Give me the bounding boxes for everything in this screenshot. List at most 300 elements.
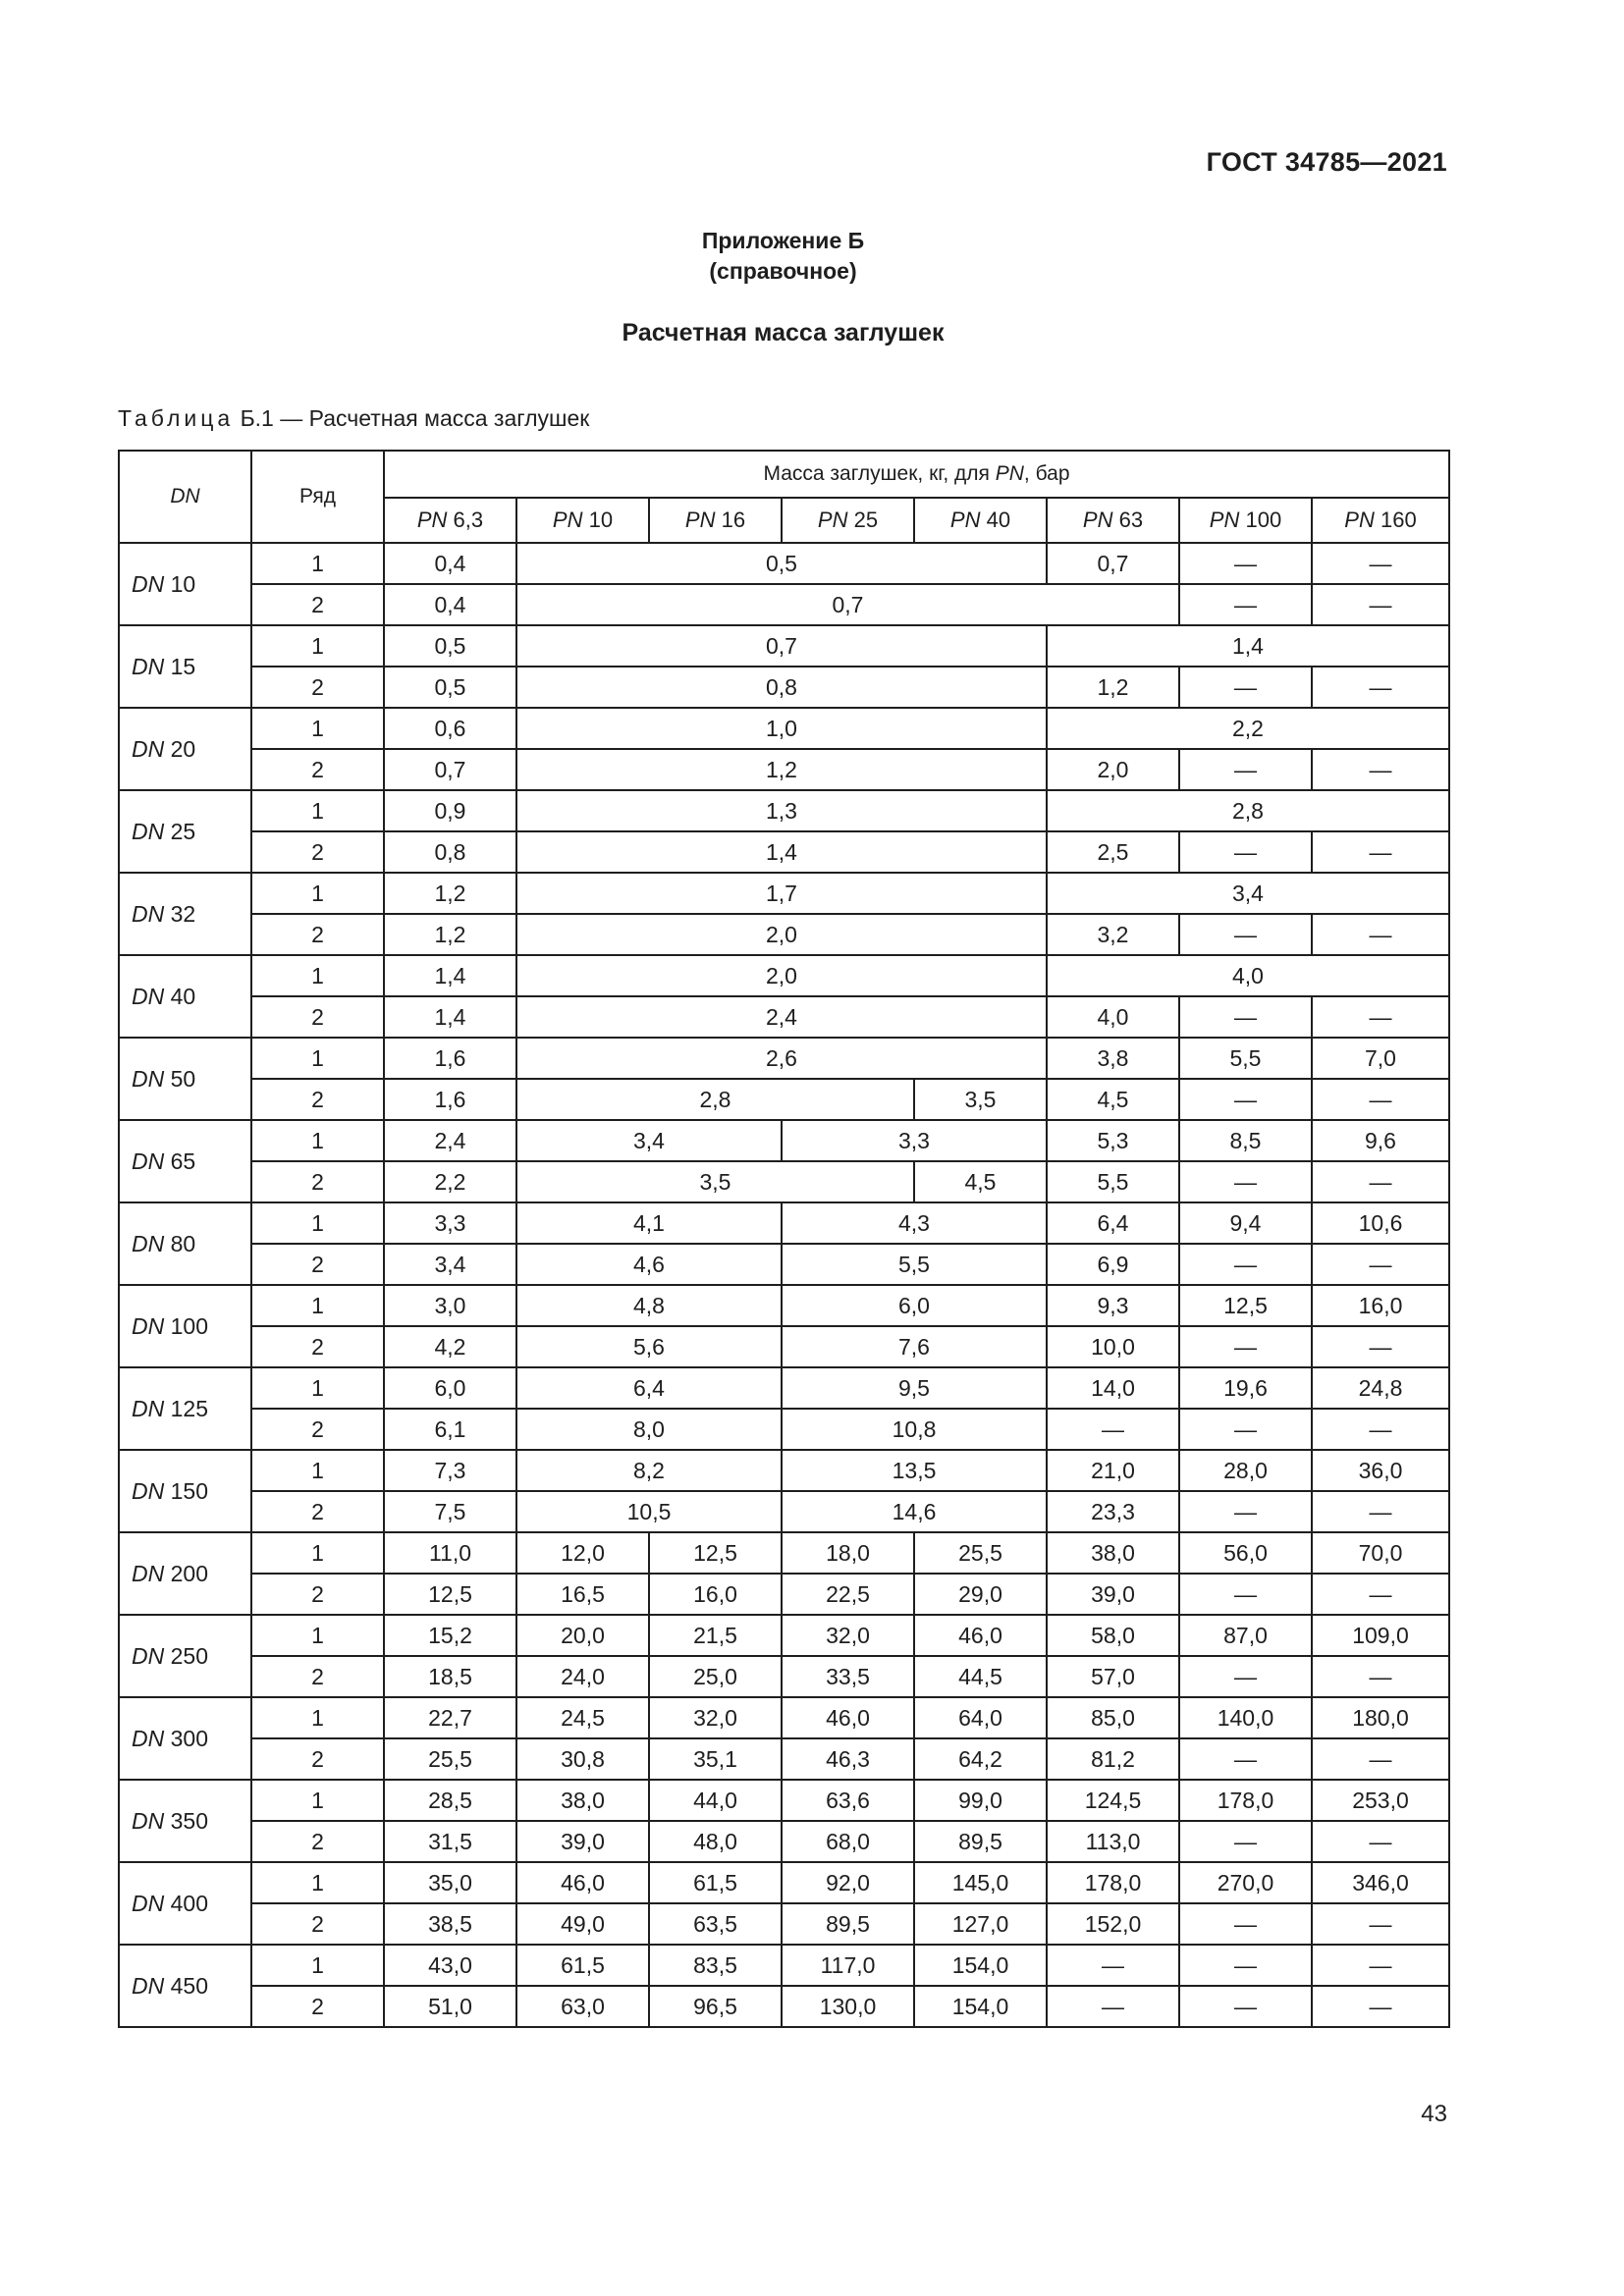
row-number-cell: 1	[251, 1780, 384, 1821]
table-row	[119, 1450, 1449, 1491]
dn-cell	[119, 1038, 251, 1120]
mass-cell: 13,5	[782, 1450, 1047, 1491]
mass-cell: 85,0	[1047, 1697, 1179, 1738]
table-row	[119, 625, 1449, 667]
header-pn-1	[516, 498, 649, 543]
header-mass-prefix: Масса заглушек, кг, для	[763, 462, 996, 485]
mass-cell: 38,5	[384, 1903, 516, 1945]
row-number-cell: 2	[251, 1903, 384, 1945]
header-mass-pn: PN	[995, 462, 1024, 485]
mass-cell: 83,5	[649, 1945, 782, 1986]
table-row	[119, 1780, 1449, 1821]
table-row	[119, 1945, 1449, 1986]
pn-value: 6,3	[453, 507, 484, 532]
row-number-cell: 1	[251, 708, 384, 749]
pn-value: 10	[588, 507, 614, 532]
mass-cell: 124,5	[1047, 1780, 1179, 1821]
mass-cell: 1,0	[516, 708, 1047, 749]
row-number-cell: 2	[251, 1574, 384, 1615]
pn-value: 63	[1118, 507, 1144, 532]
row-number-cell: 1	[251, 543, 384, 584]
mass-cell: —	[1047, 1986, 1179, 2027]
mass-cell: 1,2	[384, 873, 516, 914]
mass-cell: 4,5	[914, 1161, 1047, 1202]
table-row	[119, 1656, 1449, 1697]
dn-value: 32	[170, 900, 196, 927]
dn-value: 65	[170, 1148, 196, 1174]
dn-label: DN	[132, 983, 165, 1009]
row-number-cell: 1	[251, 1038, 384, 1079]
header-pn-3	[782, 498, 914, 543]
mass-cell: 270,0	[1179, 1862, 1312, 1903]
row-number-cell: 1	[251, 1945, 384, 1986]
mass-cell: 29,0	[914, 1574, 1047, 1615]
row-number-cell: 2	[251, 1326, 384, 1367]
mass-cell: 2,4	[516, 996, 1047, 1038]
dn-value: 40	[170, 983, 196, 1009]
table-row	[119, 1202, 1449, 1244]
mass-cell: 109,0	[1312, 1615, 1449, 1656]
dn-value: 200	[170, 1560, 208, 1586]
dn-label: DN	[132, 1477, 165, 1504]
mass-cell: 56,0	[1179, 1532, 1312, 1574]
table-row	[119, 1079, 1449, 1120]
row-number-cell: 1	[251, 1615, 384, 1656]
mass-cell: 35,1	[649, 1738, 782, 1780]
appendix-title	[0, 226, 1566, 287]
row-number-cell: 2	[251, 1491, 384, 1532]
mass-cell: 5,5	[1047, 1161, 1179, 1202]
mass-cell: 9,3	[1047, 1285, 1179, 1326]
mass-cell: —	[1179, 1161, 1312, 1202]
mass-cell: 8,2	[516, 1450, 782, 1491]
dn-label: DN	[132, 1642, 165, 1669]
mass-cell: 3,5	[516, 1161, 914, 1202]
mass-cell: 2,5	[1047, 831, 1179, 873]
header-pn-2	[649, 498, 782, 543]
mass-cell: —	[1179, 1574, 1312, 1615]
mass-cell: 58,0	[1047, 1615, 1179, 1656]
row-number-cell: 1	[251, 873, 384, 914]
row-number-cell: 2	[251, 749, 384, 790]
row-number-cell: 2	[251, 1079, 384, 1120]
mass-cell: 2,4	[384, 1120, 516, 1161]
mass-cell: 3,8	[1047, 1038, 1179, 1079]
row-number-cell: 2	[251, 1244, 384, 1285]
table-row	[119, 1615, 1449, 1656]
mass-cell: 0,7	[516, 584, 1179, 625]
header-pn-6	[1179, 498, 1312, 543]
dn-cell	[119, 1367, 251, 1450]
mass-cell: 33,5	[782, 1656, 914, 1697]
mass-cell: 5,5	[1179, 1038, 1312, 1079]
table-row	[119, 749, 1449, 790]
mass-cell: 6,9	[1047, 1244, 1179, 1285]
dn-cell	[119, 1120, 251, 1202]
pn-label: PN	[684, 507, 716, 532]
mass-cell: 35,0	[384, 1862, 516, 1903]
mass-cell: 117,0	[782, 1945, 914, 1986]
mass-cell: 0,5	[384, 625, 516, 667]
mass-cell: 15,2	[384, 1615, 516, 1656]
dn-value: 10	[170, 570, 196, 597]
mass-cell: 16,5	[516, 1574, 649, 1615]
table-body	[119, 543, 1449, 2027]
row-number-cell: 1	[251, 1532, 384, 1574]
mass-cell: 32,0	[649, 1697, 782, 1738]
mass-cell: 3,3	[384, 1202, 516, 1244]
mass-cell: —	[1179, 1738, 1312, 1780]
mass-cell: 113,0	[1047, 1821, 1179, 1862]
row-number-cell: 1	[251, 1202, 384, 1244]
appendix-label: Приложение Б	[701, 228, 865, 253]
pn-label: PN	[1209, 507, 1240, 532]
pn-value: 25	[853, 507, 879, 532]
mass-cell: 6,1	[384, 1409, 516, 1450]
dn-cell	[119, 955, 251, 1038]
dn-cell	[119, 625, 251, 708]
dn-label: DN	[132, 1065, 165, 1092]
mass-cell: —	[1312, 1738, 1449, 1780]
mass-cell: 1,4	[384, 996, 516, 1038]
pn-value: 16	[721, 507, 746, 532]
row-number-cell: 2	[251, 914, 384, 955]
dn-cell	[119, 1532, 251, 1615]
mass-cell: 1,4	[384, 955, 516, 996]
appendix-type: (справочное)	[709, 258, 857, 284]
mass-cell: 28,0	[1179, 1450, 1312, 1491]
table-row	[119, 790, 1449, 831]
document-code: ГОСТ 34785—2021	[1206, 147, 1447, 177]
mass-cell: 61,5	[516, 1945, 649, 1986]
mass-cell: 38,0	[1047, 1532, 1179, 1574]
mass-cell: 154,0	[914, 1945, 1047, 1986]
mass-cell: 3,0	[384, 1285, 516, 1326]
header-pn-0	[384, 498, 516, 543]
row-number-cell: 2	[251, 1656, 384, 1697]
mass-cell: —	[1179, 667, 1312, 708]
mass-cell: 20,0	[516, 1615, 649, 1656]
mass-cell: —	[1179, 584, 1312, 625]
dn-value: 50	[170, 1065, 196, 1092]
dn-value: 125	[170, 1395, 208, 1421]
mass-cell: 30,8	[516, 1738, 649, 1780]
mass-cell: 9,4	[1179, 1202, 1312, 1244]
table-row	[119, 543, 1449, 584]
pn-label: PN	[552, 507, 583, 532]
mass-cell: 10,0	[1047, 1326, 1179, 1367]
mass-cell: 9,5	[782, 1367, 1047, 1409]
row-number-cell: 1	[251, 1450, 384, 1491]
table-row	[119, 1367, 1449, 1409]
row-number-cell: 2	[251, 996, 384, 1038]
mass-cell: 28,5	[384, 1780, 516, 1821]
dn-value: 400	[170, 1890, 208, 1916]
mass-cell: 7,3	[384, 1450, 516, 1491]
mass-cell: —	[1179, 1326, 1312, 1367]
mass-cell: 2,0	[516, 914, 1047, 955]
mass-cell: 2,8	[516, 1079, 914, 1120]
mass-cell: 81,2	[1047, 1738, 1179, 1780]
table-row	[119, 1862, 1449, 1903]
mass-cell: 1,6	[384, 1079, 516, 1120]
mass-cell: 0,8	[516, 667, 1047, 708]
header-mass-suffix: , бар	[1023, 462, 1070, 485]
dn-label: DN	[132, 570, 165, 597]
mass-cell: —	[1312, 667, 1449, 708]
mass-cell: 25,0	[649, 1656, 782, 1697]
mass-cell: 0,7	[384, 749, 516, 790]
mass-cell: 10,5	[516, 1491, 782, 1532]
mass-cell: 51,0	[384, 1986, 516, 2027]
mass-cell: —	[1179, 1491, 1312, 1532]
row-number-cell: 1	[251, 1697, 384, 1738]
pn-label: PN	[1082, 507, 1113, 532]
header-dn: DN	[119, 451, 251, 543]
mass-cell: —	[1312, 584, 1449, 625]
mass-cell: 2,2	[1047, 708, 1449, 749]
dn-cell	[119, 1202, 251, 1285]
mass-cell: 4,8	[516, 1285, 782, 1326]
mass-cell: 4,0	[1047, 996, 1179, 1038]
mass-cell: 25,5	[384, 1738, 516, 1780]
mass-cell: 178,0	[1047, 1862, 1179, 1903]
mass-cell: 8,5	[1179, 1120, 1312, 1161]
table-row	[119, 996, 1449, 1038]
table-row	[119, 1244, 1449, 1285]
mass-cell: 6,4	[516, 1367, 782, 1409]
header-mass	[384, 451, 1449, 498]
mass-cell: 57,0	[1047, 1656, 1179, 1697]
mass-cell: —	[1179, 996, 1312, 1038]
mass-cell: 154,0	[914, 1986, 1047, 2027]
mass-cell: 39,0	[1047, 1574, 1179, 1615]
mass-cell: 2,2	[384, 1161, 516, 1202]
dn-label: DN	[132, 1148, 165, 1174]
mass-cell: 5,3	[1047, 1120, 1179, 1161]
mass-cell: 1,7	[516, 873, 1047, 914]
mass-cell: 10,8	[782, 1409, 1047, 1450]
mass-cell: —	[1312, 1491, 1449, 1532]
mass-cell: 4,3	[782, 1202, 1047, 1244]
mass-cell: 0,5	[384, 667, 516, 708]
row-number-cell: 2	[251, 1738, 384, 1780]
mass-cell: 4,0	[1047, 955, 1449, 996]
dn-label: DN	[132, 818, 165, 844]
row-number-cell: 1	[251, 1285, 384, 1326]
table-row	[119, 1697, 1449, 1738]
pn-value: 160	[1380, 507, 1417, 532]
row-number-cell: 1	[251, 790, 384, 831]
mass-cell: 2,8	[1047, 790, 1449, 831]
mass-cell: 7,5	[384, 1491, 516, 1532]
pn-label: PN	[1344, 507, 1375, 532]
mass-cell: 14,0	[1047, 1367, 1179, 1409]
row-number-cell: 1	[251, 1862, 384, 1903]
header-row-number: Ряд	[251, 451, 384, 543]
mass-cell: 6,0	[782, 1285, 1047, 1326]
mass-cell: —	[1312, 831, 1449, 873]
mass-cell: 24,5	[516, 1697, 649, 1738]
mass-cell: 43,0	[384, 1945, 516, 1986]
table-row	[119, 1038, 1449, 1079]
mass-cell: 0,4	[384, 543, 516, 584]
mass-cell: 0,7	[516, 625, 1047, 667]
mass-cell: 11,0	[384, 1532, 516, 1574]
mass-cell: 180,0	[1312, 1697, 1449, 1738]
dn-cell	[119, 1450, 251, 1532]
row-number-cell: 1	[251, 625, 384, 667]
mass-cell: —	[1179, 1244, 1312, 1285]
dn-label: DN	[132, 1230, 165, 1256]
mass-cell: —	[1312, 1326, 1449, 1367]
mass-cell: 130,0	[782, 1986, 914, 2027]
dn-label: DN	[132, 1560, 165, 1586]
mass-cell: 1,2	[516, 749, 1047, 790]
mass-cell: 96,5	[649, 1986, 782, 2027]
mass-cell: 1,2	[1047, 667, 1179, 708]
dn-value: 150	[170, 1477, 208, 1504]
mass-cell: —	[1312, 914, 1449, 955]
mass-cell: 48,0	[649, 1821, 782, 1862]
mass-cell: 0,7	[1047, 543, 1179, 584]
row-number-cell: 2	[251, 1161, 384, 1202]
mass-cell: 178,0	[1179, 1780, 1312, 1821]
mass-cell: 2,0	[516, 955, 1047, 996]
pn-label: PN	[949, 507, 981, 532]
mass-cell: —	[1179, 1079, 1312, 1120]
mass-cell: 2,0	[1047, 749, 1179, 790]
mass-cell: 63,0	[516, 1986, 649, 2027]
dn-label: DN	[132, 1312, 165, 1339]
table-row	[119, 1161, 1449, 1202]
mass-cell: —	[1179, 1656, 1312, 1697]
table-row	[119, 1821, 1449, 1862]
mass-cell: 12,5	[649, 1532, 782, 1574]
mass-cell: 22,5	[782, 1574, 914, 1615]
table-row	[119, 873, 1449, 914]
mass-cell: 1,3	[516, 790, 1047, 831]
mass-cell: —	[1312, 1821, 1449, 1862]
mass-cell: —	[1179, 914, 1312, 955]
mass-cell: 16,0	[1312, 1285, 1449, 1326]
mass-cell: 8,0	[516, 1409, 782, 1450]
mass-cell: 18,0	[782, 1532, 914, 1574]
header-pn-4	[914, 498, 1047, 543]
mass-cell: 92,0	[782, 1862, 914, 1903]
table-row	[119, 1491, 1449, 1532]
mass-cell: —	[1179, 1821, 1312, 1862]
mass-cell: —	[1179, 1986, 1312, 2027]
mass-cell: —	[1179, 1409, 1312, 1450]
mass-cell: 1,6	[384, 1038, 516, 1079]
mass-cell: —	[1047, 1409, 1179, 1450]
mass-cell: 12,0	[516, 1532, 649, 1574]
mass-cell: 6,0	[384, 1367, 516, 1409]
dn-cell	[119, 873, 251, 955]
mass-cell: —	[1312, 543, 1449, 584]
table-row	[119, 1986, 1449, 2027]
mass-cell: 253,0	[1312, 1780, 1449, 1821]
dn-value: 20	[170, 735, 196, 762]
mass-cell: 89,5	[914, 1821, 1047, 1862]
dn-cell	[119, 1862, 251, 1945]
mass-cell: 19,6	[1179, 1367, 1312, 1409]
table-row	[119, 1738, 1449, 1780]
mass-cell: 3,4	[1047, 873, 1449, 914]
dn-value: 250	[170, 1642, 208, 1669]
row-number-cell: 1	[251, 1367, 384, 1409]
dn-label: DN	[132, 1725, 165, 1751]
dn-label: DN	[132, 1972, 165, 1999]
mass-cell: 44,0	[649, 1780, 782, 1821]
mass-cell: —	[1312, 1244, 1449, 1285]
mass-cell: 6,4	[1047, 1202, 1179, 1244]
mass-cell: 24,8	[1312, 1367, 1449, 1409]
table-row	[119, 914, 1449, 955]
dn-cell	[119, 543, 251, 625]
row-number-cell: 2	[251, 1409, 384, 1450]
mass-cell: 16,0	[649, 1574, 782, 1615]
mass-cell: 0,8	[384, 831, 516, 873]
mass-cell: 22,7	[384, 1697, 516, 1738]
dn-value: 15	[170, 653, 196, 679]
mass-cell: 46,0	[516, 1862, 649, 1903]
pn-value: 100	[1245, 507, 1282, 532]
mass-cell: 89,5	[782, 1903, 914, 1945]
mass-cell: 49,0	[516, 1903, 649, 1945]
mass-cell: 1,4	[516, 831, 1047, 873]
dn-cell	[119, 1615, 251, 1697]
table-caption-prefix: Таблица	[118, 405, 235, 431]
mass-cell: 12,5	[1179, 1285, 1312, 1326]
row-number-cell: 2	[251, 1821, 384, 1862]
table-row	[119, 1574, 1449, 1615]
mass-cell: —	[1179, 831, 1312, 873]
dn-cell	[119, 1945, 251, 2027]
mass-cell: 1,4	[1047, 625, 1449, 667]
dn-value: 100	[170, 1312, 208, 1339]
row-number-cell: 1	[251, 1120, 384, 1161]
dn-value: 80	[170, 1230, 196, 1256]
mass-cell: 87,0	[1179, 1615, 1312, 1656]
pn-label: PN	[416, 507, 448, 532]
mass-cell: 36,0	[1312, 1450, 1449, 1491]
mass-cell: 44,5	[914, 1656, 1047, 1697]
mass-cell: 32,0	[782, 1615, 914, 1656]
table-row	[119, 955, 1449, 996]
mass-cell: —	[1312, 1945, 1449, 1986]
mass-cell: 4,1	[516, 1202, 782, 1244]
mass-cell: 7,0	[1312, 1038, 1449, 1079]
table-row	[119, 584, 1449, 625]
mass-cell: 0,6	[384, 708, 516, 749]
page-number: 43	[1421, 2101, 1447, 2127]
table-caption	[118, 405, 589, 432]
mass-cell: 5,6	[516, 1326, 782, 1367]
mass-cell: 12,5	[384, 1574, 516, 1615]
mass-cell: —	[1312, 1409, 1449, 1450]
mass-cell: 68,0	[782, 1821, 914, 1862]
mass-cell: 61,5	[649, 1862, 782, 1903]
dn-value: 350	[170, 1807, 208, 1834]
mass-cell: 23,3	[1047, 1491, 1179, 1532]
mass-cell: —	[1179, 1903, 1312, 1945]
mass-cell: 3,4	[516, 1120, 782, 1161]
dn-label: DN	[132, 1395, 165, 1421]
dn-cell	[119, 1285, 251, 1367]
dn-label: DN	[132, 900, 165, 927]
